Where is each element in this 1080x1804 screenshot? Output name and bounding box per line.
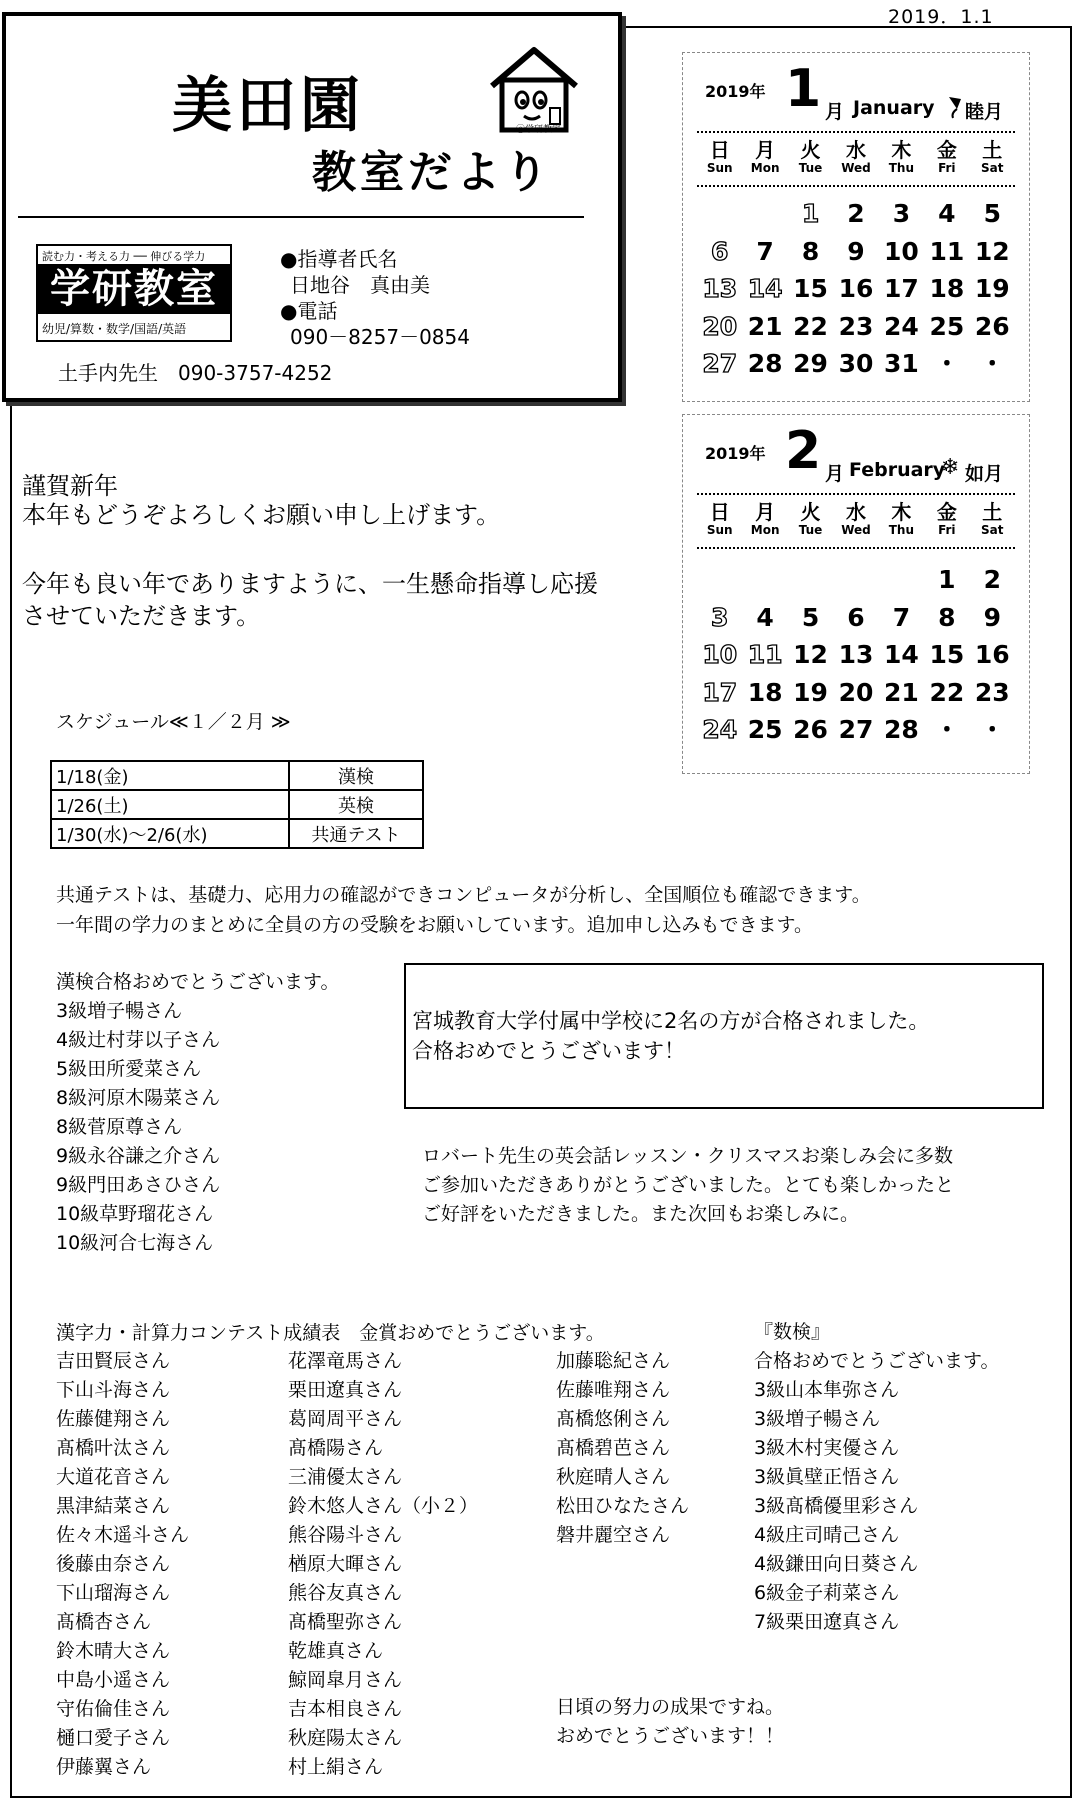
list-item: 楢原大暉さん — [288, 1553, 403, 1575]
contest-title: 漢字力・計算力コンテスト成績表 金賞おめでとうございます。 — [56, 1322, 605, 1344]
list-item: 3級山本隼弥さん — [754, 1379, 900, 1401]
list-item: 乾雄真さん — [288, 1640, 384, 1662]
calendar-day: 9 — [847, 236, 865, 266]
list-item: 秋庭晴人さん — [556, 1466, 671, 1488]
list-item: 9級門田あさひさん — [56, 1174, 221, 1196]
table-row — [51, 819, 423, 848]
calendar-day: 28 — [747, 349, 783, 378]
calendar-month-unit: 月 — [825, 101, 845, 123]
calendar-day: 23 — [974, 677, 1010, 707]
calendar-day: 15 — [793, 274, 828, 303]
calendar-month-jp: 睦月 — [965, 101, 1004, 123]
list-item: 6級金子莉菜さん — [754, 1582, 900, 1604]
calendar-day: 4 — [938, 199, 956, 228]
calendar-day: 6 — [711, 236, 729, 266]
list-item: 松田ひなたさん — [556, 1495, 690, 1517]
notice-line: 宮城教育大学付属中学校に2名の方が合格されました。 — [412, 1009, 930, 1033]
calendar-day: 17 — [884, 274, 919, 303]
weekday-en: Mon — [750, 523, 780, 537]
calendar-day: 21 — [747, 311, 783, 341]
list-item: 下山斗海さん — [56, 1379, 171, 1401]
calendar-day: 6 — [847, 602, 865, 632]
calendar-day: 13 — [702, 274, 738, 303]
teacher-contact: 土手内先生 090-3757-4252 — [58, 361, 333, 385]
common-test-line: 一年間の学力のまとめに全員の方の受験をお願いしています。追加申し込みもできます。 — [56, 914, 813, 936]
newsletter-title: 教室だより — [312, 147, 552, 198]
list-item: 秋庭陽太さん — [288, 1727, 403, 1749]
list-item: 9級永谷謙之介さん — [56, 1145, 221, 1167]
calendar-day: 13 — [838, 640, 874, 669]
list-item: 佐藤唯翔さん — [556, 1379, 671, 1401]
weekday-jp: 火 — [800, 500, 821, 524]
list-item: 8級河原木陽菜さん — [56, 1087, 221, 1109]
list-item: 4級辻村芽以子さん — [56, 1029, 221, 1051]
calendar-separator — [697, 185, 1015, 187]
calendar-day: 8 — [801, 236, 820, 266]
logo-tagline: 読む力・考える力 ── 伸びる学力 — [42, 250, 206, 263]
list-item: 合格おめでとうございます。 — [754, 1350, 1000, 1372]
calendar-day: 27 — [702, 349, 738, 378]
issue-date: 2019．1.1 — [888, 6, 994, 28]
calendar-day: 16 — [838, 274, 874, 303]
list-item: 熊谷陽斗さん — [288, 1524, 403, 1546]
weekday-header — [970, 501, 1015, 537]
list-item: 10級河合七海さん — [56, 1232, 214, 1254]
calendar-day: 8 — [938, 602, 956, 632]
calendar-day: 24 — [884, 311, 919, 341]
contest-column-1 — [56, 1347, 189, 1782]
list-item: 伊藤翼さん — [56, 1756, 152, 1778]
schedule-table — [50, 760, 424, 849]
list-item: 下山瑠海さん — [56, 1582, 171, 1604]
contest-column-3 — [556, 1347, 689, 1550]
weekday-header — [788, 501, 833, 537]
calendar-day: 11 — [929, 236, 965, 266]
schedule-event: 共通テスト — [289, 819, 423, 848]
weekday-header — [742, 139, 787, 175]
weekday-en: Sun — [706, 523, 733, 537]
calendar-day: 27 — [838, 715, 874, 744]
greeting-line: させていただきます。 — [22, 602, 261, 630]
calendar-day: 25 — [747, 715, 783, 744]
note-line: ロバート先生の英会話レッスン・クリスマスお楽しみ会に多数 — [422, 1145, 954, 1167]
list-item: 後藤由奈さん — [56, 1553, 171, 1575]
list-item: 鯨岡皐月さん — [288, 1669, 403, 1691]
calendar-day: 26 — [793, 715, 828, 744]
list-item: 中島小遥さん — [56, 1669, 171, 1691]
weekday-jp: 日 — [709, 138, 730, 162]
calendar-day: 10 — [884, 236, 919, 266]
calendar-year: 2019年 — [705, 444, 766, 463]
weekday-header — [879, 501, 924, 537]
calendar-day: 5 — [801, 602, 820, 632]
weekday-jp: 金 — [936, 500, 957, 524]
calendar-day: 4 — [756, 602, 774, 632]
weekday-header — [833, 139, 878, 175]
calendar-day: 29 — [793, 349, 828, 378]
calendar-month-en: February — [849, 459, 946, 481]
calendar-days — [697, 195, 1015, 383]
weekday-jp: 月 — [755, 138, 776, 162]
calendar-day: 14 — [747, 274, 783, 303]
weekday-jp: 木 — [891, 500, 912, 524]
contact-info — [280, 246, 470, 350]
list-item: 樋口愛子さん — [56, 1727, 171, 1749]
calendar-separator — [697, 493, 1015, 495]
list-item: 熊谷友真さん — [288, 1582, 403, 1604]
calendar-month-jp: 如月 — [965, 463, 1004, 485]
weekday-en: Wed — [841, 161, 871, 175]
greeting-message — [22, 568, 598, 632]
list-item: 佐々木遥斗さん — [56, 1524, 190, 1546]
copyright-label: ⓒ学研教室 — [516, 125, 562, 135]
note-line: ご参加いただきありがとうございました。とても楽しかったと — [422, 1174, 955, 1196]
calendar-day: 19 — [793, 677, 828, 707]
calendar-day: 28 — [884, 715, 919, 744]
weekday-en: Tue — [798, 523, 823, 537]
list-item: 吉田賢辰さん — [56, 1350, 171, 1372]
list-item: 5級田所愛菜さん — [56, 1058, 202, 1080]
list-item: 磐井麗空さん — [556, 1524, 671, 1546]
calendar-day: 7 — [756, 236, 774, 266]
calendar-weekdays — [697, 139, 1015, 175]
calendar-year: 2019年 — [705, 82, 766, 101]
schedule-date: 1/18(金) — [51, 761, 289, 790]
weekday-jp: 月 — [755, 500, 776, 524]
calendar-day: 10 — [702, 640, 738, 669]
logo-subjects: 幼児/算数・数学/国語/英語 — [42, 322, 187, 336]
weekday-header — [833, 501, 878, 537]
weekday-jp: 土 — [982, 500, 1003, 524]
calendar-day — [697, 561, 742, 599]
weekday-header — [924, 139, 969, 175]
snowflake-icon: ❄ — [941, 455, 960, 480]
weekday-jp: 土 — [982, 138, 1003, 162]
contest-column-2 — [288, 1347, 478, 1782]
calendar-month: 2 — [785, 421, 822, 481]
calendar-day: 23 — [838, 311, 874, 341]
calendar-day: 1 — [938, 565, 956, 594]
calendar-separator — [697, 131, 1015, 133]
calendar-day: 20 — [702, 311, 738, 341]
calendar-day: 20 — [838, 677, 874, 707]
weekday-jp: 水 — [845, 500, 866, 524]
kite-icon — [945, 95, 963, 119]
weekday-en: Tue — [798, 161, 823, 175]
list-item: 髙橋陽さん — [288, 1437, 384, 1459]
calendar-day: 31 — [884, 349, 919, 378]
schedule-date: 1/26(土) — [51, 790, 289, 819]
calendar-day: ・ — [934, 349, 960, 378]
weekday-header — [742, 501, 787, 537]
calendar-day: 26 — [974, 311, 1010, 341]
calendar-january — [682, 52, 1030, 402]
weekday-jp: 水 — [845, 138, 866, 162]
calendar-day: 2 — [983, 565, 1001, 594]
weekday-jp: 木 — [891, 138, 912, 162]
list-item: 10級草野瑠花さん — [56, 1203, 214, 1225]
weekday-en: Sun — [706, 161, 733, 175]
calendar-day — [788, 561, 833, 599]
list-item: 髙橋叶汰さん — [56, 1437, 171, 1459]
calendar-day: 30 — [838, 349, 874, 378]
list-item: 葛岡周平さん — [288, 1408, 403, 1430]
calendar-weekdays — [697, 501, 1015, 537]
weekday-header — [970, 139, 1015, 175]
calendar-day: ・ — [934, 715, 960, 744]
list-item: 4級庄司晴己さん — [754, 1524, 900, 1546]
greeting-line: 謹賀新年 — [22, 472, 118, 500]
notice-text — [412, 1006, 929, 1066]
list-item: 髙橋碧芭さん — [556, 1437, 671, 1459]
weekday-en: Fri — [938, 523, 956, 537]
list-item: 守佑倫佳さん — [56, 1698, 171, 1720]
list-item: 鈴木晴大さん — [56, 1640, 171, 1662]
calendar-day: 11 — [747, 640, 783, 669]
calendar-separator — [697, 547, 1015, 549]
calendar-day: ・ — [979, 349, 1005, 378]
weekday-en: Thu — [888, 161, 915, 175]
weekday-en: Thu — [888, 523, 915, 537]
instructor-name: 日地谷 真由美 — [290, 273, 430, 297]
suken-section — [754, 1318, 999, 1637]
logo-main: 学研教室 — [38, 264, 230, 314]
calendar-day — [742, 195, 787, 233]
list-item: 4級鎌田向日葵さん — [754, 1553, 919, 1575]
calendar-day — [742, 561, 787, 599]
notice-line: 合格おめでとうございます！ — [412, 1039, 685, 1063]
table-row — [51, 761, 423, 790]
closing-message — [556, 1693, 784, 1751]
calendar-day: ・ — [979, 715, 1005, 744]
phone-label: ●電話 — [280, 299, 338, 323]
common-test-info — [56, 880, 871, 940]
calendar-day: 12 — [974, 236, 1010, 266]
calendar-day: 25 — [929, 311, 965, 341]
calendar-day: 3 — [892, 199, 911, 228]
weekday-en: Sat — [981, 523, 1004, 537]
list-item: 髙橋悠俐さん — [556, 1408, 671, 1430]
weekday-header — [788, 139, 833, 175]
weekday-jp: 火 — [800, 138, 821, 162]
closing-line: 日頃の努力の成果ですね。 — [556, 1696, 785, 1718]
weekday-header — [697, 139, 742, 175]
calendar-day: 7 — [892, 602, 911, 632]
suken-title: 『数検』 — [754, 1321, 831, 1343]
calendar-day: 3 — [711, 602, 729, 632]
list-item: 3級木村実優さん — [754, 1437, 900, 1459]
calendar-february — [682, 414, 1030, 774]
calendar-day: 15 — [929, 640, 965, 669]
calendar-day: 16 — [974, 640, 1010, 669]
list-item: 8級菅原尊さん — [56, 1116, 183, 1138]
list-item: 7級栗田遼真さん — [754, 1611, 900, 1633]
schedule-event: 英検 — [289, 790, 423, 819]
weekday-header — [924, 501, 969, 537]
note-line: ご好評をいただきました。また次回もお楽しみに。 — [422, 1203, 860, 1225]
calendar-day: 1 — [801, 199, 820, 228]
calendar-day: 17 — [702, 677, 738, 707]
greeting-line: 今年も良い年でありますように、一生懸命指導し応援 — [22, 570, 598, 598]
suken-list — [754, 1347, 999, 1637]
calendar-days — [697, 561, 1015, 749]
list-item: 髙橋杏さん — [56, 1611, 152, 1633]
calendar-day — [879, 561, 924, 599]
calendar-day: 2 — [847, 199, 865, 228]
greeting-line: 本年もどうぞよろしくお願い申し上げます。 — [22, 501, 501, 529]
list-item: 栗田遼真さん — [288, 1379, 403, 1401]
list-item: 黒津結菜さん — [56, 1495, 171, 1517]
calendar-day: 18 — [929, 274, 965, 303]
kanken-section — [56, 968, 339, 1258]
list-item: 3級髙橋優里彩さん — [754, 1495, 919, 1517]
weekday-header — [697, 501, 742, 537]
calendar-day — [697, 195, 742, 233]
table-row — [51, 790, 423, 819]
calendar-month: 1 — [785, 59, 822, 119]
schedule-title: スケジュール≪１／２月 ≫ — [56, 711, 291, 733]
list-item: 佐藤健翔さん — [56, 1408, 171, 1430]
header-divider — [18, 216, 584, 218]
calendar-day: 24 — [702, 715, 738, 744]
calendar-day: 12 — [793, 640, 828, 669]
closing-line: おめでとうございます！！ — [556, 1725, 785, 1747]
list-item: 3級眞壁正悟さん — [754, 1466, 900, 1488]
english-lesson-note — [422, 1142, 954, 1229]
kanken-title: 漢検合格おめでとうございます。 — [56, 971, 340, 993]
list-item: 大道花音さん — [56, 1466, 171, 1488]
calendar-day: 18 — [747, 677, 783, 707]
calendar-day: 5 — [983, 199, 1001, 228]
list-item: 吉本相良さん — [288, 1698, 403, 1720]
list-item: 3級増子暢さん — [56, 1000, 183, 1022]
list-item: 加藤聡紀さん — [556, 1350, 671, 1372]
calendar-day: 21 — [884, 677, 919, 707]
calendar-day: 9 — [983, 602, 1001, 632]
schedule-event: 漢検 — [289, 761, 423, 790]
calendar-day: 22 — [793, 311, 828, 341]
school-name: 美田園 — [172, 71, 364, 141]
list-item: 花澤竜馬さん — [288, 1350, 403, 1372]
instructor-label: ●指導者氏名 — [280, 247, 398, 271]
calendar-month-en: January — [853, 97, 935, 119]
weekday-en: Fri — [938, 161, 956, 175]
gakken-logo — [36, 244, 232, 342]
calendar-month-unit: 月 — [825, 463, 845, 485]
list-item: 髙橋聖弥さん — [288, 1611, 403, 1633]
calendar-day: 22 — [929, 677, 965, 707]
weekday-jp: 金 — [936, 138, 957, 162]
list-item: 三浦優太さん — [288, 1466, 403, 1488]
calendar-day: 14 — [884, 640, 919, 669]
schedule-date: 1/30(水)～2/6(水) — [51, 819, 289, 848]
common-test-line: 共通テストは、基礎力、応用力の確認ができコンピュータが分析し、全国順位も確認できます。 — [56, 884, 871, 906]
list-item: 村上絹さん — [288, 1756, 384, 1778]
greeting — [22, 472, 500, 530]
list-item: 鈴木悠人さん（小２） — [288, 1495, 479, 1517]
list-item: 3級増子暢さん — [754, 1408, 881, 1430]
weekday-jp: 日 — [709, 500, 730, 524]
calendar-day — [833, 561, 878, 599]
weekday-en: Sat — [981, 161, 1004, 175]
calendar-day: 19 — [974, 274, 1010, 303]
weekday-en: Wed — [841, 523, 871, 537]
phone-number: 090－8257－0854 — [290, 325, 470, 349]
weekday-en: Mon — [750, 161, 780, 175]
weekday-header — [879, 139, 924, 175]
